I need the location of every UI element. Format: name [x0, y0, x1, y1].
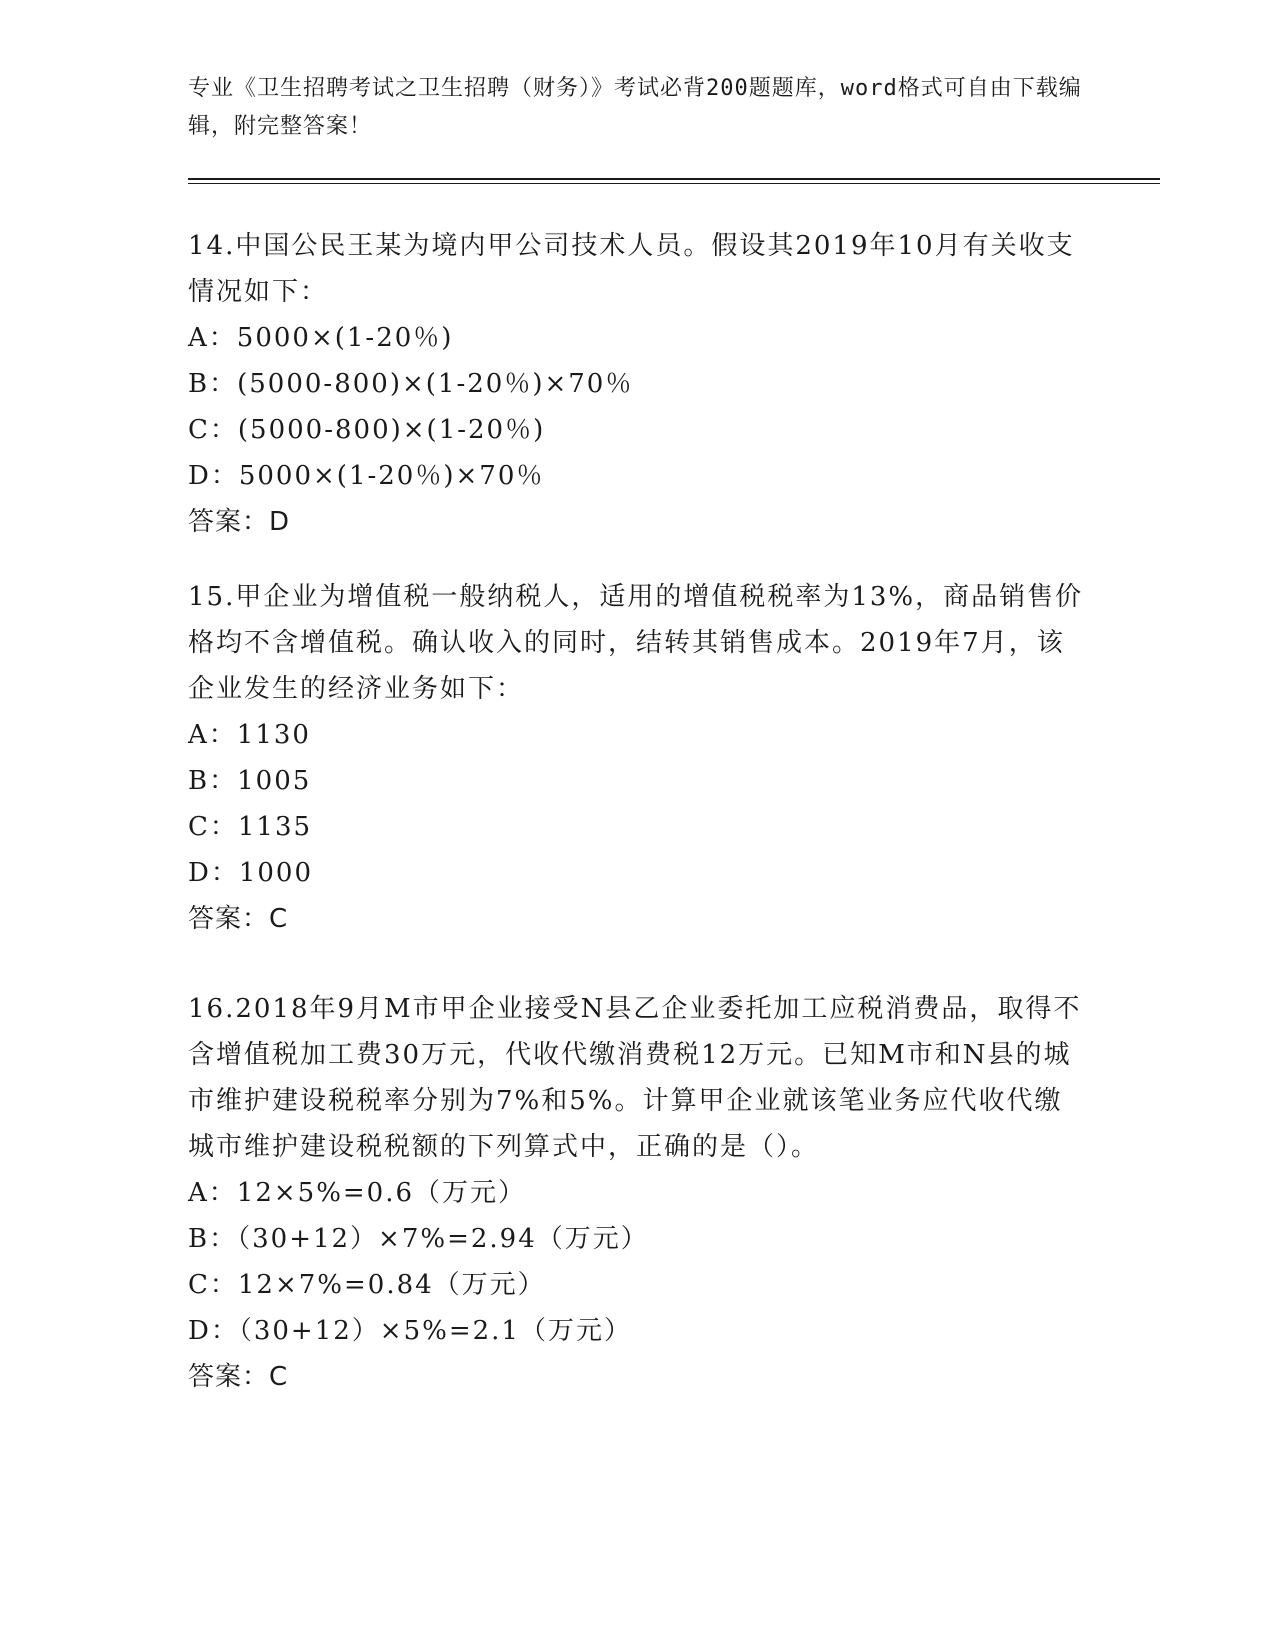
option-a: A：5000×(1-20％) [188, 323, 454, 353]
option-c: C：1135 [188, 812, 313, 842]
header-divider [188, 178, 1160, 180]
question-text: 14.中国公民王某为境内甲公司技术人员。假设其2019年10月有关收支情况如下： [188, 231, 1075, 307]
option-a: A：12×5%=0.6（万元） [188, 1178, 527, 1208]
option-d: D：5000×(1-20％)×70％ [188, 461, 545, 491]
answer-line: 答案：C [188, 904, 289, 934]
answer-line: 答案：D [188, 507, 291, 537]
option-c: C：(5000-800)×(1-20％) [188, 415, 546, 445]
question-14 [188, 223, 1088, 545]
document-intro: 专业《卫生招聘考试之卫生招聘（财务）》考试必背200题题库，word格式可自由下载编辑，附完整答案！ [188, 76, 1082, 139]
option-a: A：1130 [188, 720, 311, 750]
option-c: C：12×7%=0.84（万元） [188, 1270, 546, 1300]
question-text: 16.2018年9月M市甲企业接受N县乙企业委托加工应税消费品，取得不含增值税加工费30万元，代收代缴消费税12万元。已知M市和N县的城市维护建设税税率分别为7%和5%。计算甲企业就该笔业务应代收代缴城市维护建设税税额的下列算式中，正确的是（）。 [188, 994, 1082, 1162]
question-text: 15.甲企业为增值税一般纳税人，适用的增值税税率为13%，商品销售价格均不含增值税。确认收入的同时，结转其销售成本。2019年7月，该企业发生的经济业务如下： [188, 582, 1084, 704]
option-d: D：1000 [188, 858, 314, 888]
option-d: D：（30+12）×5%=2.1（万元） [188, 1316, 632, 1346]
option-b: B：(5000-800)×(1-20％)×70％ [188, 369, 634, 399]
question-16 [188, 986, 1088, 1400]
option-b: B：1005 [188, 766, 312, 796]
option-b: B：（30+12）×7%=2.94（万元） [188, 1224, 649, 1254]
header-divider-thin [188, 183, 1160, 184]
question-15 [188, 574, 1088, 942]
answer-line: 答案：C [188, 1362, 289, 1392]
